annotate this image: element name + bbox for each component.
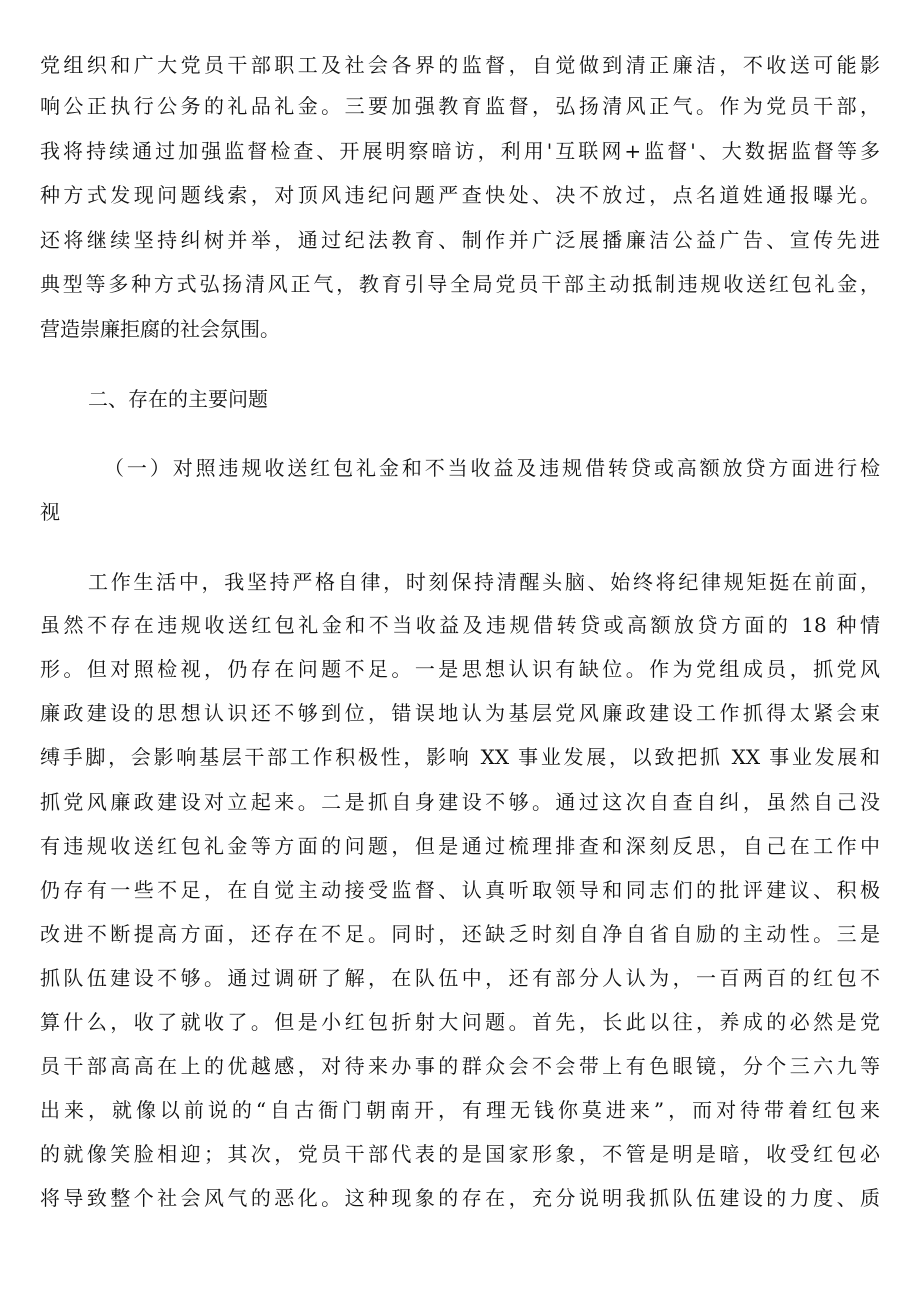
subsection-heading-cont: 视 <box>40 500 60 524</box>
paragraph-line: 廉政建设的思想认识还不够到位，错误地认为基层党风廉政建设工作抓得太紧会束 <box>40 701 880 725</box>
paragraph-line: 典型等多种方式弘扬清风正气，教育引导全局党员干部主动抵制违规收送红包礼金， <box>40 272 880 296</box>
paragraph-line: 党组织和广大党员干部职工及社会各界的监督，自觉做到清正廉洁，不收送可能影 <box>40 53 880 77</box>
paragraph-line: 工作生活中，我坚持严格自律，时刻保持清醒头脑、始终将纪律规矩挺在前面， <box>88 570 880 594</box>
paragraph-line: 营造崇廉拒腐的社会氛围。 <box>40 317 280 341</box>
paragraph-line: 的就像笑脸相迎；其次，党员干部代表的是国家形象，不管是明是暗，收受红包必 <box>40 1142 880 1166</box>
paragraph-line: 仍存有一些不足，在自觉主动接受监督、认真听取领导和同志们的批评建议、积极 <box>40 878 880 902</box>
paragraph-line: 抓党风廉政建设对立起来。二是抓自身建设不够。通过这次自查自纠，虽然自己没 <box>40 790 880 814</box>
paragraph-line: 算什么，收了就收了。但是小红包折射大问题。首先，长此以往，养成的必然是党 <box>40 1010 880 1034</box>
paragraph-line: 出来，就像以前说的“自古衙门朝南开，有理无钱你莫进来”，而对待带着红包来 <box>40 1098 880 1122</box>
paragraph-line: 形。但对照检视，仍存在问题不足。一是思想认识有缺位。作为党组成员，抓党风 <box>40 657 880 681</box>
paragraph-line: 我将持续通过加强监督检查、开展明察暗访，利用'互联网+监督'、大数据监督等多 <box>40 139 880 163</box>
paragraph-line: 缚手脚，会影响基层干部工作积极性，影响 XX 事业发展，以致把抓 XX 事业发展和 <box>40 745 880 769</box>
paragraph-line: 响公正执行公务的礼品礼金。三要加强教育监督，弘扬清风正气。作为党员干部， <box>40 94 880 118</box>
paragraph-line: 抓队伍建设不够。通过调研了解，在队伍中，还有部分人认为，一百两百的红包不 <box>40 966 880 990</box>
paragraph-line: 员干部高高在上的优越感，对待来办事的群众会不会带上有色眼镜，分个三六九等 <box>40 1054 880 1078</box>
section-heading: 二、存在的主要问题 <box>88 387 268 411</box>
paragraph-line: 虽然不存在违规收送红包礼金和不当收益及违规借转贷或高额放贷方面的 18 种情 <box>40 613 880 637</box>
paragraph-line: 种方式发现问题线索，对顶风违纪问题严查快处、决不放过，点名道姓通报曝光。 <box>40 183 880 207</box>
subsection-heading: （一）对照违规收送红包礼金和不当收益及违规借转贷或高额放贷方面进行检 <box>104 456 880 480</box>
paragraph-line: 将导致整个社会风气的恶化。这种现象的存在，充分说明我抓队伍建设的力度、质 <box>40 1186 880 1210</box>
paragraph-line: 改进不断提高方面，还存在不足。同时，还缺乏时刻自净自省自励的主动性。三是 <box>40 922 880 946</box>
paragraph-line: 还将继续坚持纠树并举，通过纪法教育、制作并广泛展播廉洁公益广告、宣传先进 <box>40 228 880 252</box>
paragraph-line: 有违规收送红包礼金等方面的问题，但是通过梳理排查和深刻反思，自己在工作中 <box>40 834 880 858</box>
